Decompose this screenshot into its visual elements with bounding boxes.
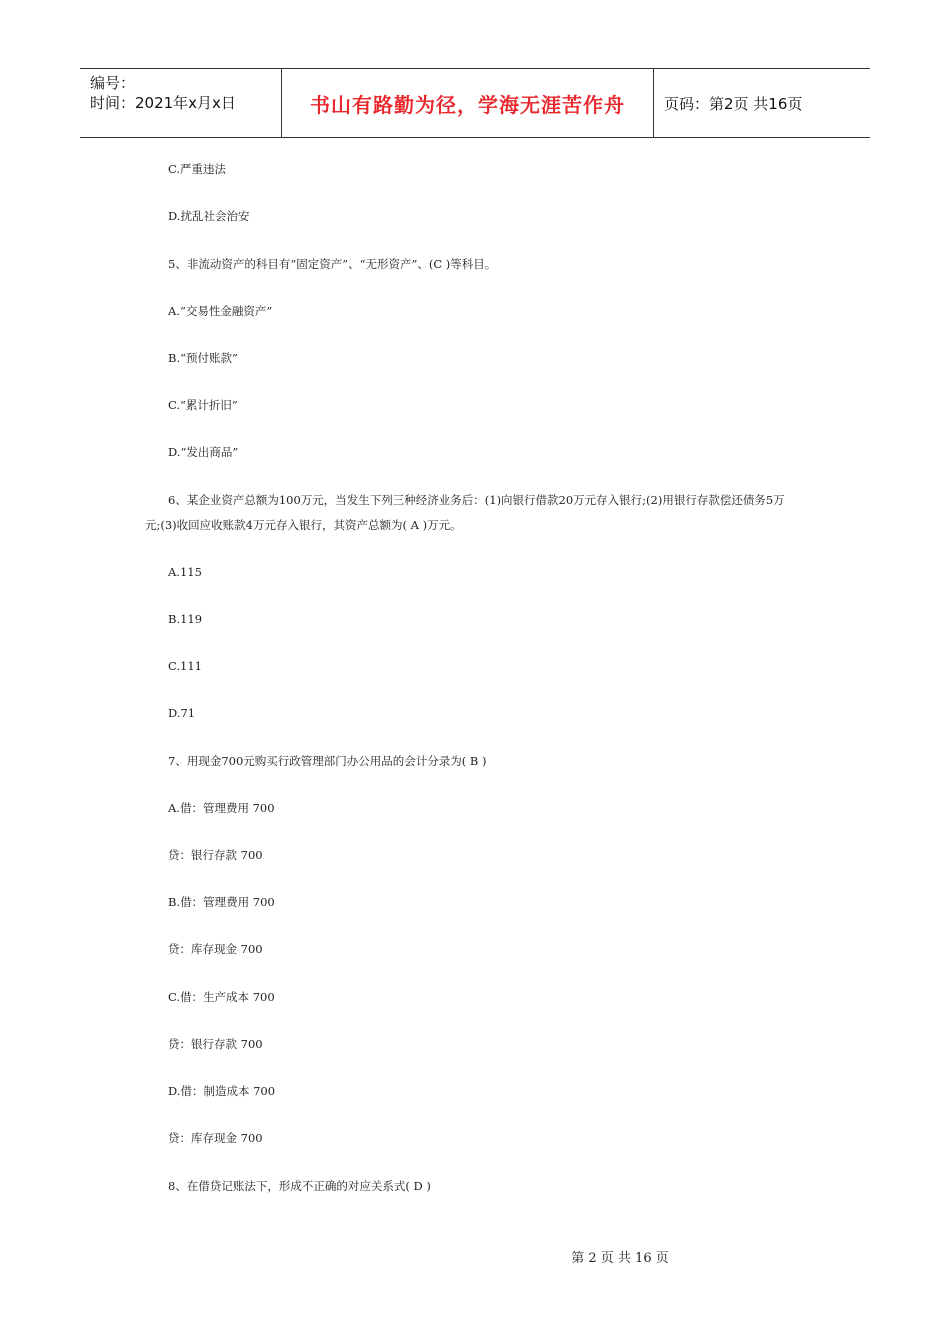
option-line: A.借：管理费用 700: [168, 801, 275, 815]
serial-number-label: 编号：: [90, 74, 136, 92]
motto-text: 书山有路勤为径，学海无涯苦作舟: [310, 92, 625, 117]
option-line: A.“交易性金融资产”: [168, 304, 273, 318]
option-line: C.“累计折旧”: [168, 398, 238, 412]
page-indicator: 页码：第2页 共16页: [664, 94, 803, 113]
question-line-continued: 元;(3)收回应收账款4万元存入银行，其资产总额为( A )万元。: [145, 518, 462, 532]
header-page-cell: [654, 69, 870, 137]
option-line: D.71: [168, 706, 196, 720]
page-footer: 第 2 页 共 16 页: [571, 1251, 669, 1266]
option-line: C.借：生产成本 700: [168, 990, 275, 1004]
option-line: B.119: [168, 612, 203, 626]
option-line: D.扰乱社会治安: [168, 209, 250, 223]
option-line: D.“发出商品”: [168, 445, 239, 459]
option-line: B.借：管理费用 700: [168, 895, 275, 909]
option-line: 贷：库存现金 700: [168, 942, 263, 956]
header-meta-cell: [80, 69, 281, 137]
option-line: C.严重违法: [168, 162, 227, 176]
option-line: B.“预付账款”: [168, 351, 238, 365]
page-header: [80, 68, 870, 138]
option-line: 贷：库存现金 700: [168, 1131, 263, 1145]
option-line: A.115: [168, 565, 202, 579]
question-line: 6、某企业资产总额为100万元，当发生下列三种经济业务后：(1)向银行借款20万元存入银行;(2)用银行存款偿还债务5万: [168, 493, 785, 507]
option-line: C.111: [168, 659, 202, 673]
option-line: D.借：制造成本 700: [168, 1084, 276, 1098]
question-line: 7、用现金700元购买行政管理部门办公用品的会计分录为( B ): [168, 754, 487, 768]
question-line: 8、在借贷记账法下，形成不正确的对应关系式( D ): [168, 1179, 431, 1193]
option-line: 贷：银行存款 700: [168, 1037, 263, 1051]
option-line: 贷：银行存款 700: [168, 848, 263, 862]
question-line: 5、非流动资产的科目有“固定资产”、“无形资产”、(C )等科目。: [168, 257, 497, 271]
date-label: 时间：2021年x月x日: [90, 94, 236, 112]
header-motto-cell: [281, 69, 654, 137]
